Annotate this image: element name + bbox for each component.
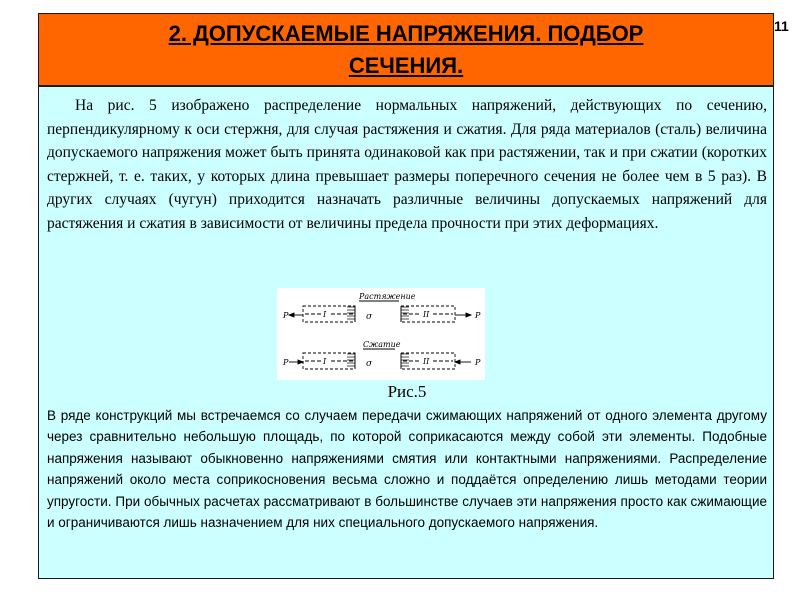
intro-paragraph: На рис. 5 изображено распределение нормальных напряжений, действующих по сечению, перпендикулярному к оси стержня, для случая растяжения и сжатия. Для ряда материалов (сталь) величина допускаемого напряжения может быть принята одинаковой как при растяжении, так и при сжатии (коротких стержней, т. е. таких, у которых длина превышает размеры поперечного сечения не более чем в 5 раз). В других случаях (чугун) приходится назначать различные величины допускаемых напряжений для растяжения и сжатия в зависимости от величины предела прочности при этих деформациях. — [47, 97, 767, 232]
part2-label-bottom: II — [423, 357, 430, 366]
force-label-right-bottom: P — [475, 358, 481, 367]
force-label-left-top: P — [283, 311, 289, 320]
part1-label-top: I — [323, 310, 327, 319]
force-label-right-top: P — [475, 311, 481, 320]
figure-caption: Рис.5 — [387, 382, 427, 401]
contact-stress-paragraph: В ряде конструкций мы встречаемся со случаем передачи сжимающих напряжений от одного элемента другому через сравнительно небольшую площадь, по которой соприкасаются между собой эти элементы. Подобные напряжения называют обыкновенно напряжениями смятия или контактными напряжениями. Распределение напряжений около места соприкосновения весьма сложно и поддаётся определению лишь методами теории упругости. При обычных расчетах рассматривают в большинстве случаев эти напряжения просто как сжимающие и ограничиваются лишь назначением для них специального допускаемого напряжения. — [47, 408, 767, 531]
title-banner — [38, 13, 774, 86]
part2-label-top: II — [423, 310, 430, 319]
slide-title: 2. ДОПУСКАЕМЫЕ НАПРЯЖЕНИЯ. ПОДБОР СЕЧЕНИЯ. — [168, 20, 644, 78]
stress-label-bottom: σ — [366, 359, 373, 369]
slide-number: 11 — [774, 18, 789, 34]
tension-label: Растяжение — [359, 292, 416, 301]
compression-label: Сжатие — [363, 340, 401, 349]
part1-label-bottom: I — [323, 357, 327, 366]
content-panel — [38, 86, 774, 579]
force-label-left-bottom: P — [283, 358, 289, 367]
stress-label-top: σ — [366, 312, 373, 322]
figure-5 — [277, 288, 485, 380]
stress-diagram — [277, 288, 485, 380]
